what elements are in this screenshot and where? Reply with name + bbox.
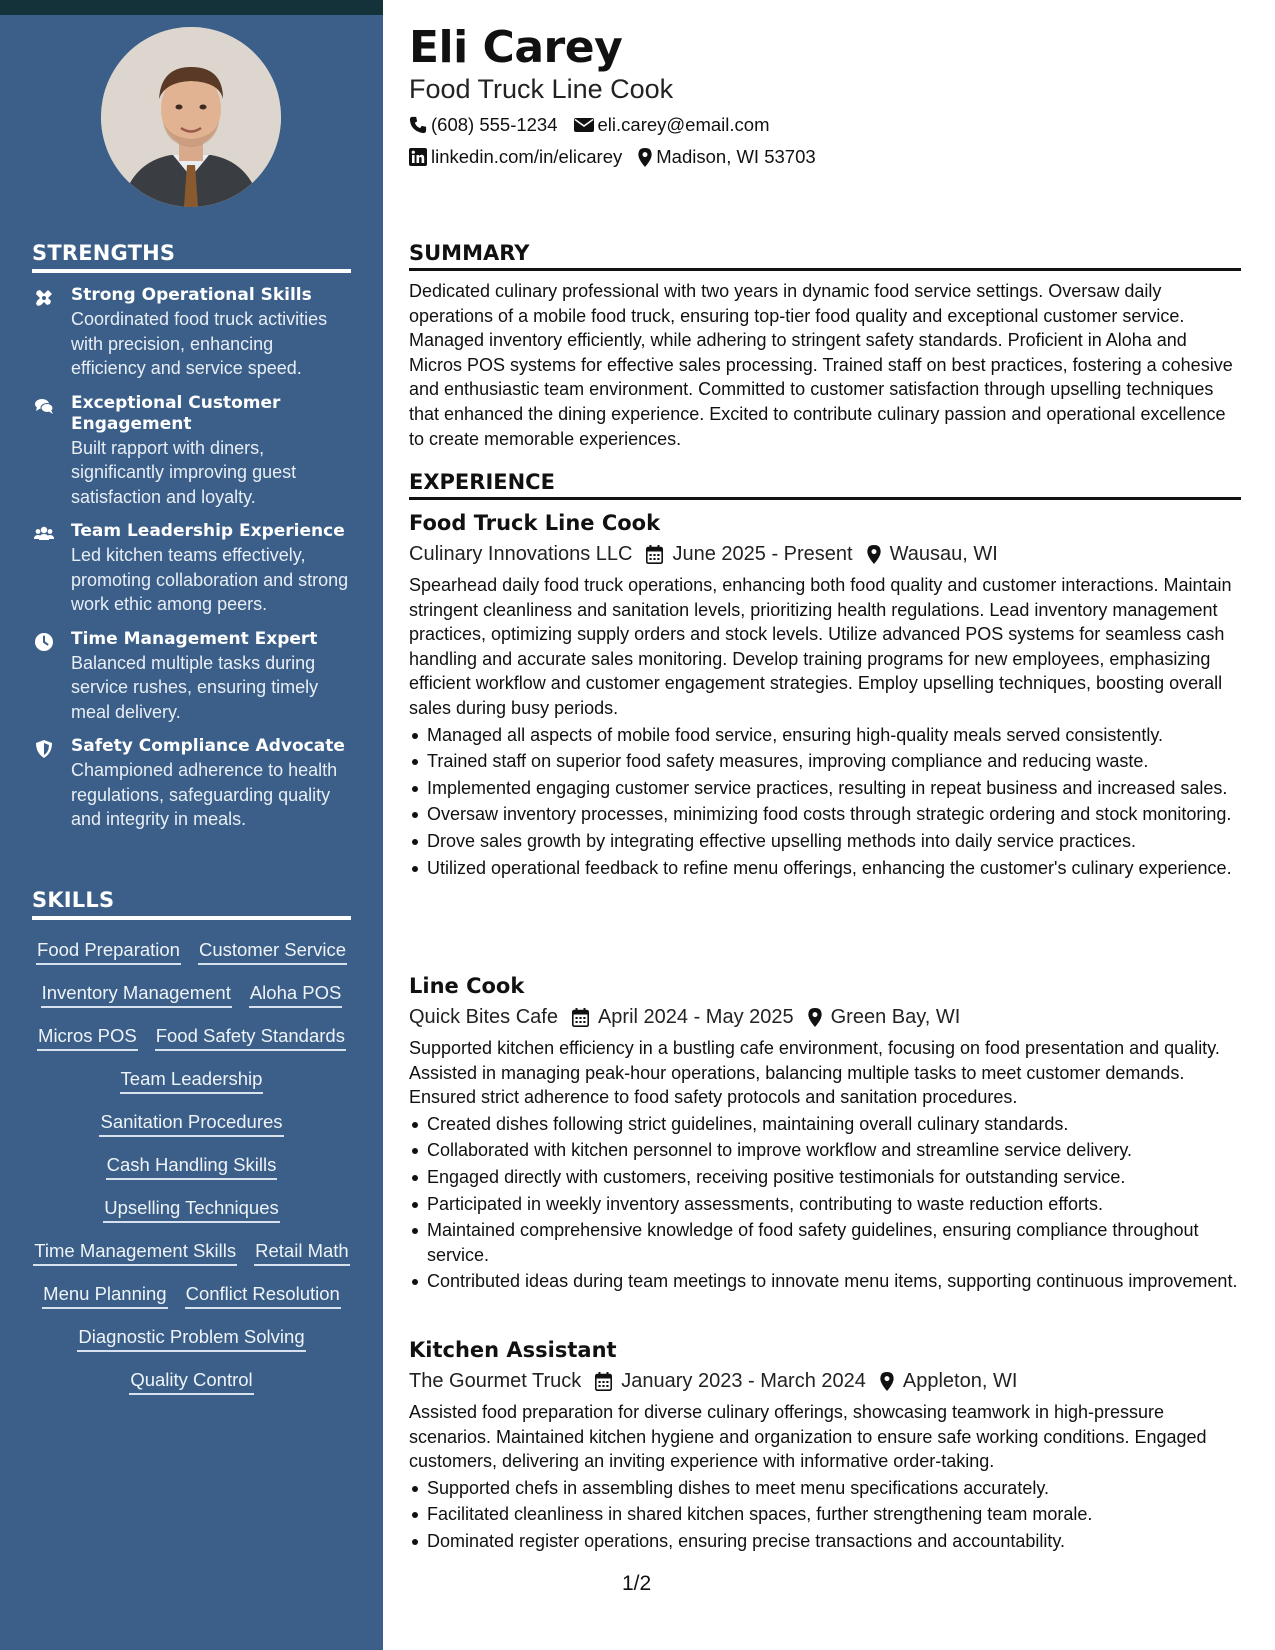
calendar-icon xyxy=(595,1372,612,1391)
job-bullet: Supported chefs in assembling dishes to meet menu specifications accurately. xyxy=(409,1476,1241,1501)
tools-icon xyxy=(34,288,54,308)
avatar xyxy=(101,27,281,207)
strength-title: Team Leadership Experience xyxy=(71,521,345,541)
job-bullets xyxy=(409,723,1241,881)
strengths-section xyxy=(32,241,351,832)
job-location-item xyxy=(880,1366,1018,1396)
map-pin-icon xyxy=(867,545,881,564)
job-entry xyxy=(409,509,1241,880)
job-bullet: Utilized operational feedback to refine menu offerings, enhancing the customer's culinary experience. xyxy=(409,856,1241,881)
strength-item xyxy=(32,629,351,725)
job-location-item xyxy=(867,539,998,569)
strength-title: Exceptional Customer Engagement xyxy=(71,392,281,434)
skill-tag: Time Management Skills xyxy=(33,1237,237,1266)
job-dates: April 2024 - May 2025 xyxy=(597,1006,794,1028)
strength-desc: Coordinated food truck activities with precision, enhancing efficiency and service speed. xyxy=(71,309,328,378)
clock-icon xyxy=(34,632,54,652)
skill-tag: Food Safety Standards xyxy=(155,1022,346,1051)
job-title: Kitchen Assistant xyxy=(409,1338,617,1362)
skill-tag: Sanitation Procedures xyxy=(99,1108,283,1137)
job-bullet: Dominated register operations, ensuring precise transactions and accountability. xyxy=(409,1529,1241,1554)
strength-item xyxy=(32,736,351,832)
skills-list xyxy=(32,936,351,1395)
job-description: Spearhead daily food truck operations, enhancing both food quality and customer interactions. Maintain stringent cleanliness and sanitation levels, prioritizing health regulations. Lead inventory management practices, optimizing supply orders and stock levels. Utilize advanced POS systems for seamless cash handling and accurate sales monitoring. Develop training programs for new employees, emphasizing efficient workflow and customer engagement strategies. Employ upselling techniques, boosting overall sales during busy periods. xyxy=(409,575,1232,718)
job-bullet: Contributed ideas during team meetings to innovate menu items, supporting continuous improvement. xyxy=(409,1269,1241,1294)
linkedin-icon xyxy=(409,148,427,166)
job-title: Line Cook xyxy=(409,974,525,998)
job-bullets xyxy=(409,1112,1241,1294)
job-company: Culinary Innovations LLC xyxy=(409,543,633,565)
strength-desc: Built rapport with diners, significantly improving guest satisfaction and loyalty. xyxy=(71,437,297,507)
strength-title: Strong Operational Skills xyxy=(71,285,312,305)
job-location-item xyxy=(808,1002,961,1032)
job-bullet: Maintained comprehensive knowledge of food safety guidelines, ensuring compliance throughout service. xyxy=(409,1218,1241,1267)
summary-section xyxy=(409,241,1241,451)
job-bullets xyxy=(409,1476,1241,1554)
strength-item xyxy=(32,393,351,510)
skill-tag: Diagnostic Problem Solving xyxy=(77,1323,305,1352)
location-text: Madison, WI 53703 xyxy=(656,146,816,167)
strength-item xyxy=(32,521,351,617)
contact-row xyxy=(409,146,832,168)
summary-heading: SUMMARY xyxy=(409,241,1241,271)
phone-text: (608) 555-1234 xyxy=(431,114,558,135)
skill-tag: Team Leadership xyxy=(120,1065,264,1094)
shield-icon xyxy=(34,739,54,759)
job-dates: January 2023 - March 2024 xyxy=(621,1370,866,1392)
job-description: Supported kitchen efficiency in a bustling cafe environment, focusing on food presentation and quality. Assisted in managing peak-hour operations, balancing multiple tasks to meet customer demands. Ensured strict adherence to food safety protocols and sanitation procedures. xyxy=(409,1038,1220,1108)
skill-tag: Upselling Techniques xyxy=(103,1194,280,1223)
skill-tag: Quality Control xyxy=(129,1366,253,1395)
users-icon xyxy=(34,524,54,544)
strength-desc: Balanced multiple tasks during service rushes, ensuring timely meal delivery. xyxy=(71,652,319,722)
map-pin-icon xyxy=(880,1372,894,1391)
strengths-heading: STRENGTHS xyxy=(32,241,351,273)
skill-tag: Micros POS xyxy=(37,1022,138,1051)
calendar-icon xyxy=(646,545,663,564)
job-bullet: Facilitated cleanliness in shared kitchen spaces, further strengthening team morale. xyxy=(409,1502,1241,1527)
job-meta xyxy=(409,1002,1241,1032)
experience-heading: EXPERIENCE xyxy=(409,470,1241,500)
job-company: The Gourmet Truck xyxy=(409,1370,582,1392)
candidate-name: Eli Carey xyxy=(409,22,623,73)
page-number: 1/2 xyxy=(622,1572,652,1595)
job-entry xyxy=(409,1336,1241,1554)
summary-text: Dedicated culinary professional with two years in dynamic food service settings. Oversaw daily operations of a mobile food truck, ensuring top-tier food quality and exceptional customer service. Managed inventory efficiently, while adhering to stringent safety standards. Proficient in Aloha and Micros POS systems for effective sales processing. Trained staff on best practices, fostering a cohesive and enthusiastic team environment. Committed to customer satisfaction through upselling techniques that enhanced the dining experience. Excited to contribute culinary passion and operational excellence to create memorable experiences. xyxy=(409,281,1233,449)
skill-tag: Cash Handling Skills xyxy=(106,1151,278,1180)
job-dates-item xyxy=(595,1366,866,1396)
job-entry xyxy=(409,972,1241,1294)
job-dates-item xyxy=(572,1002,794,1032)
skill-tag: Food Preparation xyxy=(36,936,181,965)
skill-tag: Inventory Management xyxy=(41,979,232,1008)
job-bullet: Managed all aspects of mobile food service, ensuring high-quality meals served consistently. xyxy=(409,723,1241,748)
skills-heading: SKILLS xyxy=(32,888,351,920)
job-bullet: Trained staff on superior food safety measures, improving compliance and reducing waste. xyxy=(409,749,1241,774)
job-bullet: Oversaw inventory processes, minimizing food costs through strategic ordering and stock monitoring. xyxy=(409,802,1241,827)
job-bullet: Drove sales growth by integrating effective upselling methods into daily service practices. xyxy=(409,829,1241,854)
strength-title: Time Management Expert xyxy=(71,628,318,649)
job-bullet: Created dishes following strict guidelines, maintaining overall culinary standards. xyxy=(409,1112,1241,1137)
contact-row xyxy=(409,114,785,136)
job-dates: June 2025 - Present xyxy=(672,543,853,565)
skills-section xyxy=(32,888,351,1395)
job-company: Quick Bites Cafe xyxy=(409,1006,558,1028)
phone-icon xyxy=(409,116,427,134)
job-location: Green Bay, WI xyxy=(830,1006,961,1028)
skill-tag: Conflict Resolution xyxy=(185,1280,341,1309)
skill-tag: Aloha POS xyxy=(249,979,343,1008)
job-meta xyxy=(409,539,1241,569)
comments-icon xyxy=(34,396,54,416)
job-location: Wausau, WI xyxy=(889,543,998,565)
linkedin-item[interactable] xyxy=(409,146,622,168)
skill-tag: Customer Service xyxy=(198,936,347,965)
job-dates-item xyxy=(646,539,852,569)
candidate-title: Food Truck Line Cook xyxy=(409,74,674,104)
job-meta xyxy=(409,1366,1241,1396)
job-location: Appleton, WI xyxy=(902,1370,1018,1392)
job-title: Food Truck Line Cook xyxy=(409,511,661,535)
job-bullet: Collaborated with kitchen personnel to improve workflow and streamline service delivery. xyxy=(409,1138,1241,1163)
email-text[interactable]: eli.carey@email.com xyxy=(597,114,770,135)
strength-desc: Championed adherence to health regulations, safeguarding quality and integrity in meals. xyxy=(71,760,338,829)
envelope-icon xyxy=(574,117,594,133)
map-pin-icon xyxy=(638,148,652,167)
sidebar xyxy=(0,0,383,1650)
calendar-icon xyxy=(572,1008,589,1027)
job-bullet: Engaged directly with customers, receiving positive testimonials for outstanding service. xyxy=(409,1165,1241,1190)
linkedin-text[interactable]: linkedin.com/in/elicarey xyxy=(431,146,623,167)
skill-tag: Menu Planning xyxy=(42,1280,167,1309)
email-item[interactable] xyxy=(574,114,770,136)
job-bullet: Participated in weekly inventory assessments, contributing to waste reduction efforts. xyxy=(409,1192,1241,1217)
map-pin-icon xyxy=(808,1008,822,1027)
sidebar-top-bar xyxy=(0,0,383,15)
strength-desc: Led kitchen teams effectively, promoting collaboration and strong work ethic among peers. xyxy=(71,545,349,614)
job-bullet: Implemented engaging customer service practices, resulting in repeat business and increased sales. xyxy=(409,776,1241,801)
job-description: Assisted food preparation for diverse culinary offerings, showcasing teamwork in high-pressure scenarios. Maintained kitchen hygiene and organization to ensure safe working conditions. Engaged customers, delivering an inviting experience with informative order-taking. xyxy=(409,1402,1207,1472)
location-item xyxy=(638,146,815,168)
strength-item xyxy=(32,285,351,381)
phone-item xyxy=(409,114,558,136)
experience-section xyxy=(409,470,1241,500)
skill-tag: Retail Math xyxy=(254,1237,350,1266)
strength-title: Safety Compliance Advocate xyxy=(71,736,345,756)
